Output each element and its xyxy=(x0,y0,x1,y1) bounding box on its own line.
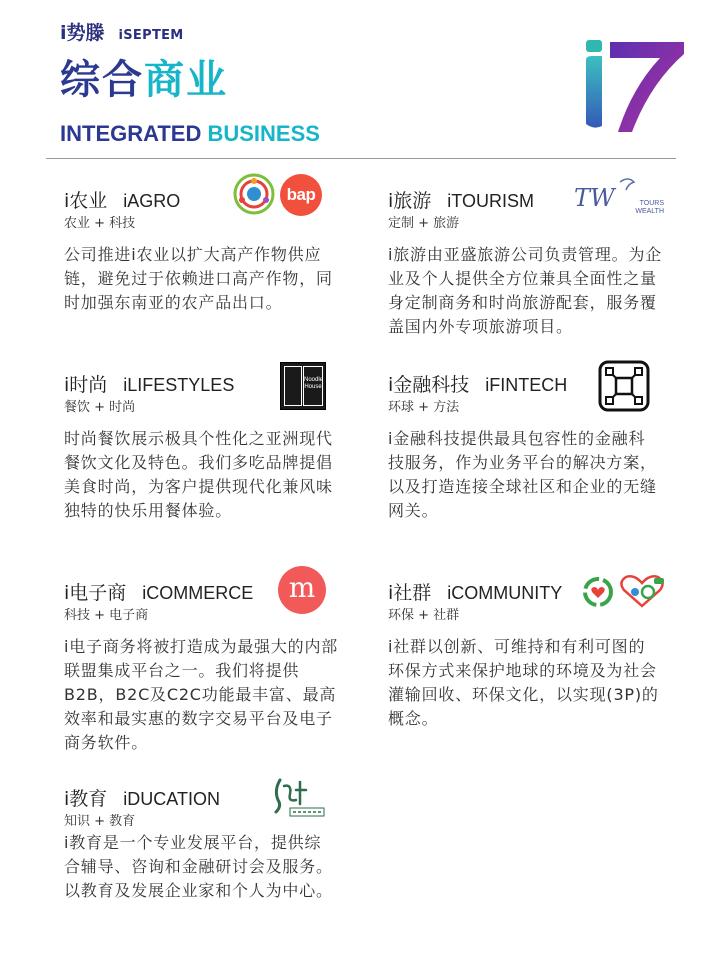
page-title xyxy=(60,56,228,104)
eco-community-logo-icon xyxy=(618,574,666,610)
recycle-heart-icon xyxy=(582,576,614,608)
calligraphy-logo-icon xyxy=(270,776,328,820)
section-title-en: iCOMMUNITY xyxy=(447,583,563,603)
section-body: i社群以创新、可维持和有利可图的环保方式来保护地球的环境及为社会灌输回收、环保文化，以实现(3P)的概念。 xyxy=(388,637,659,728)
section-body: i教育是一个专业发展平台，提供综合辅导、咨询和金融研讨会及服务。以教育及发展企业家和个人为中心。 xyxy=(64,833,333,900)
section-title-en: iLIFESTYLES xyxy=(123,375,235,395)
section-title-en: iDUCATION xyxy=(123,789,220,809)
section-tag: 餐饮 + 时尚 xyxy=(64,400,136,415)
bap-logo-text: bap xyxy=(286,185,316,204)
section-title-en: iAGRO xyxy=(123,191,181,211)
m-logo-letter: m xyxy=(288,571,316,604)
page-title-part1: 综合 xyxy=(60,57,144,103)
section-tag: 科技 + 电子商 xyxy=(64,608,149,623)
section-title-cn: i教育 xyxy=(64,788,108,810)
network-icon xyxy=(598,360,650,412)
page-title-part2: 商业 xyxy=(144,57,228,103)
section-title-cn: i社群 xyxy=(388,582,432,604)
tw-tours-wealth-logo-icon xyxy=(570,176,666,220)
section-body: i金融科技提供最具包容性的金融科技服务，作为业务平台的解决方案，以及打造连接全球社区和企业的无缝网关。 xyxy=(388,429,657,520)
section-title-cn: i农业 xyxy=(64,190,108,212)
section-tag: 环球 + 方法 xyxy=(388,400,460,415)
brand xyxy=(60,18,184,45)
brand-name-cn: i势滕 xyxy=(60,22,105,44)
tw-logo-subtext: TOURS WEALTH xyxy=(635,200,664,215)
page-subtitle xyxy=(60,121,320,147)
page-subtitle-part1: INTEGRATED xyxy=(60,121,208,146)
section-body: 公司推进i农业以扩大高产作物供应链，避免过于依赖进口高产作物，同时加强东南亚的农产品出口。 xyxy=(64,245,333,312)
section-tag: 农业 + 科技 xyxy=(64,216,136,231)
brand-name-en: iSEPTEM xyxy=(118,28,184,43)
section-tag: 知识 + 教育 xyxy=(64,814,136,829)
section-title-en: iFINTECH xyxy=(485,375,568,395)
section-body: 时尚餐饮展示极具个性化之亚洲现代餐饮文化及特色。我们多吃品牌提倡美食时尚，为客户提供现代化兼风味独特的快乐用餐体验。 xyxy=(64,429,333,520)
section-body: i电子商务将被打造成为最强大的内部联盟集成平台之一。我们将提供B2B，B2C及C2C功能最丰富、最高效率和最实惠的数字交易平台及电子商务软件。 xyxy=(64,637,339,752)
section-title-cn: i电子商 xyxy=(64,582,127,604)
tw-logo-text: TW xyxy=(574,184,615,212)
page-subtitle-part2: BUSINESS xyxy=(207,121,320,146)
noodle-house-text: Noodle House xyxy=(304,377,324,390)
section-title-cn: i时尚 xyxy=(64,374,108,396)
section-title-en: iTOURISM xyxy=(447,191,534,211)
section-title-cn: i旅游 xyxy=(388,190,432,212)
section-tag: 定制 + 旅游 xyxy=(388,216,460,231)
bap-logo-icon xyxy=(280,174,322,216)
section-title-en: iCOMMERCE xyxy=(142,583,254,603)
agro-logo-icon xyxy=(232,172,276,216)
section-body: i旅游由亚盛旅游公司负责管理。为企业及个人提供全方位兼具全面性之量身定制商务和时尚旅游配套，服务覆盖国内外专项旅游项目。 xyxy=(388,245,663,336)
header-divider xyxy=(46,158,676,159)
m-logo-icon xyxy=(278,566,326,614)
section-title-cn: i金融科技 xyxy=(388,374,470,396)
noodle-house-logo-icon xyxy=(280,362,326,410)
section-tag: 环保 + 社群 xyxy=(388,608,460,623)
i7-logo-icon xyxy=(580,28,690,138)
